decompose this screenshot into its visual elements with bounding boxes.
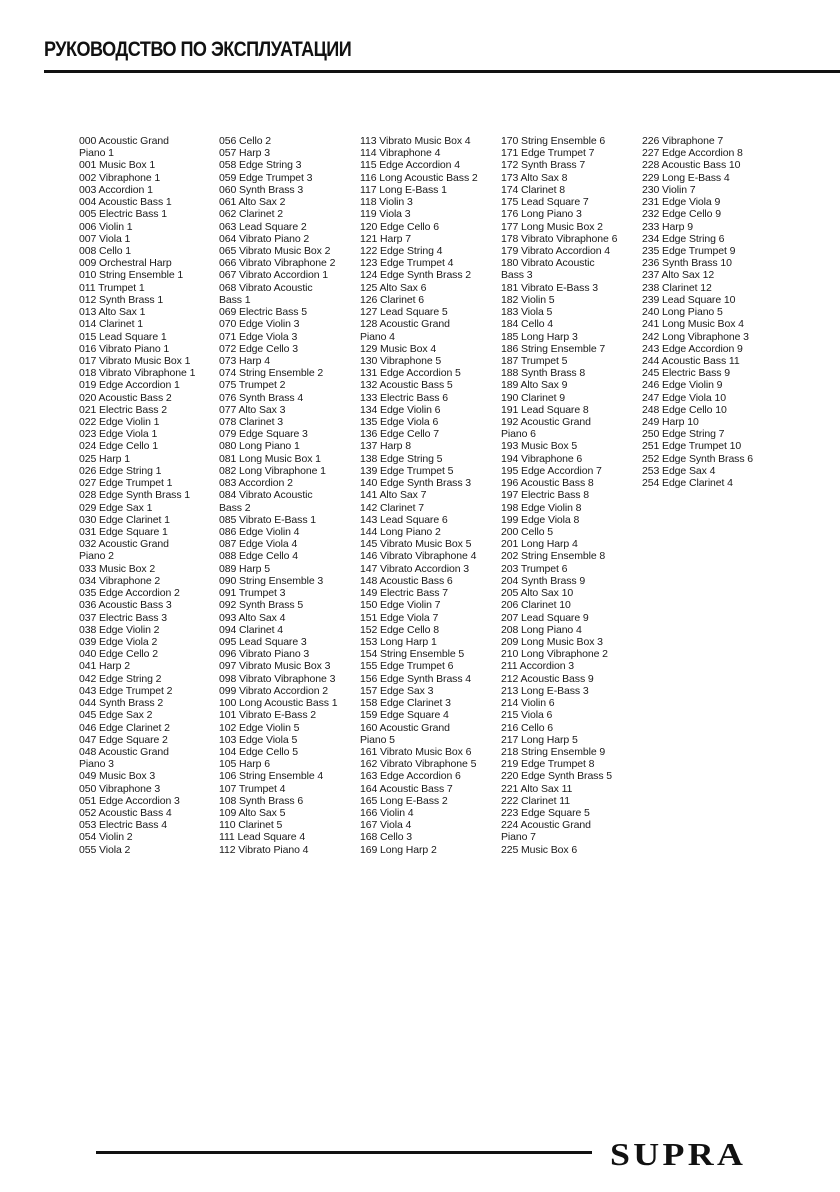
- voice-list-item: 248 Edge Cello 10: [642, 403, 727, 416]
- voice-list-item: 193 Music Box 5: [501, 440, 578, 453]
- voice-list-item: 054 Violin 2: [79, 831, 133, 844]
- voice-list-item: 103 Edge Viola 5: [219, 733, 298, 746]
- voice-list-item: 061 Alto Sax 2: [219, 196, 286, 209]
- voice-list-item: Piano 6: [501, 428, 536, 441]
- voice-list-item: 164 Acoustic Bass 7: [360, 782, 453, 795]
- voice-list-item: 211 Accordion 3: [501, 660, 575, 673]
- voice-list-item: 017 Vibrato Music Box 1: [79, 354, 191, 367]
- voice-list-item: 232 Edge Cello 9: [642, 208, 721, 221]
- voice-list-item: 100 Long Acoustic Bass 1: [219, 697, 338, 710]
- voice-list-item: 134 Edge Violin 6: [360, 403, 441, 416]
- voice-list-item: 226 Vibraphone 7: [642, 135, 724, 147]
- voice-list-item: 159 Edge Square 4: [360, 709, 449, 722]
- voice-list-item: 022 Edge Violin 1: [79, 416, 160, 429]
- voice-list-item: 251 Edge Trumpet 10: [642, 440, 742, 453]
- voice-list-item: Bass 1: [219, 293, 251, 306]
- voice-list-item: 218 String Ensemble 9: [501, 745, 606, 758]
- voice-list-item: 059 Edge Trumpet 3: [219, 171, 313, 184]
- voice-list-item: 019 Edge Accordion 1: [79, 379, 180, 392]
- voice-list-item: 116 Long Acoustic Bass 2: [360, 171, 478, 184]
- voice-column-1: [79, 135, 195, 856]
- voice-list-item: 080 Long Piano 1: [219, 440, 300, 453]
- voice-list-item: 023 Edge Viola 1: [79, 428, 158, 441]
- voice-list: [0, 135, 840, 865]
- voice-list-item: 140 Edge Synth Brass 3: [360, 477, 472, 490]
- voice-list-item: 190 Clarinet 9: [501, 391, 565, 404]
- voice-list-item: 142 Clarinet 7: [360, 501, 424, 514]
- voice-list-item: 120 Edge Cello 6: [360, 220, 439, 233]
- voice-list-item: 114 Vibraphone 4: [360, 147, 441, 160]
- voice-column-5: [642, 135, 753, 489]
- voice-list-item: 229 Long E-Bass 4: [642, 171, 730, 184]
- voice-list-item: 084 Vibrato Acoustic: [219, 489, 313, 502]
- voice-list-item: 180 Vibrato Acoustic: [501, 257, 595, 270]
- voice-list-item: 207 Lead Square 9: [501, 611, 589, 624]
- voice-list-item: 011 Trumpet 1: [79, 281, 145, 294]
- voice-list-item: 221 Alto Sax 11: [501, 782, 573, 795]
- voice-list-item: 009 Orchestral Harp: [79, 257, 172, 270]
- voice-list-item: 018 Vibrato Vibraphone 1: [79, 367, 196, 380]
- voice-list-item: 200 Cello 5: [501, 526, 554, 538]
- voice-list-item: 087 Edge Viola 4: [219, 538, 298, 551]
- voice-list-item: 205 Alto Sax 10: [501, 587, 574, 600]
- voice-list-item: 143 Lead Square 6: [360, 513, 448, 526]
- voice-list-item: 203 Trumpet 6: [501, 562, 568, 575]
- voice-list-item: 033 Music Box 2: [79, 562, 156, 575]
- voice-list-item: 085 Vibrato E-Bass 1: [219, 513, 317, 526]
- voice-list-item: 228 Acoustic Bass 10: [642, 159, 741, 172]
- voice-list-item: 035 Edge Accordion 2: [79, 587, 180, 600]
- voice-list-item: 182 Violin 5: [501, 293, 555, 306]
- voice-list-item: 129 Music Box 4: [360, 342, 437, 355]
- voice-list-item: 041 Harp 2: [79, 660, 130, 673]
- voice-list-item: 093 Alto Sax 4: [219, 611, 286, 624]
- voice-list-item: 020 Acoustic Bass 2: [79, 391, 172, 404]
- voice-list-item: Bass 3: [501, 269, 533, 282]
- voice-list-item: 241 Long Music Box 4: [642, 318, 744, 331]
- voice-list-item: 125 Alto Sax 6: [360, 281, 427, 294]
- voice-list-item: 047 Edge Square 2: [79, 733, 168, 746]
- voice-list-item: 058 Edge String 3: [219, 159, 302, 172]
- voice-list-item: 057 Harp 3: [219, 147, 270, 160]
- voice-list-item: 007 Viola 1: [79, 232, 131, 245]
- voice-list-item: 234 Edge String 6: [642, 232, 725, 245]
- voice-list-item: 253 Edge Sax 4: [642, 464, 716, 477]
- voice-list-item: Piano 1: [79, 147, 114, 160]
- voice-list-item: 223 Edge Square 5: [501, 807, 590, 820]
- voice-list-item: 192 Acoustic Grand: [501, 416, 591, 429]
- voice-list-item: 001 Music Box 1: [79, 159, 156, 172]
- voice-list-item: 169 Long Harp 2: [360, 843, 437, 856]
- voice-list-item: 069 Electric Bass 5: [219, 306, 307, 319]
- voice-list-item: 048 Acoustic Grand: [79, 745, 169, 758]
- voice-list-item: 029 Edge Sax 1: [79, 501, 153, 514]
- voice-list-item: 148 Acoustic Bass 6: [360, 574, 453, 587]
- voice-list-item: 210 Long Vibraphone 2: [501, 648, 608, 661]
- footer-divider: [96, 1151, 592, 1154]
- voice-list-item: 175 Lead Square 7: [501, 196, 589, 209]
- voice-list-item: 155 Edge Trumpet 6: [360, 660, 454, 673]
- voice-list-item: 144 Long Piano 2: [360, 526, 441, 538]
- voice-list-item: 239 Lead Square 10: [642, 293, 736, 306]
- voice-list-item: 161 Vibrato Music Box 6: [360, 745, 472, 758]
- voice-list-item: 179 Vibrato Accordion 4: [501, 244, 611, 257]
- voice-list-item: 073 Harp 4: [219, 354, 270, 367]
- voice-list-item: 150 Edge Violin 7: [360, 599, 441, 612]
- voice-list-item: 216 Cello 6: [501, 721, 554, 734]
- voice-list-item: 044 Synth Brass 2: [79, 697, 164, 710]
- voice-list-item: 083 Accordion 2: [219, 477, 293, 490]
- voice-list-item: 076 Synth Brass 4: [219, 391, 304, 404]
- voice-list-item: 051 Edge Accordion 3: [79, 794, 180, 807]
- voice-list-item: 138 Edge String 5: [360, 452, 443, 465]
- voice-list-item: 027 Edge Trumpet 1: [79, 477, 173, 490]
- voice-list-item: 222 Clarinet 11: [501, 794, 570, 807]
- voice-list-item: 231 Edge Viola 9: [642, 196, 721, 209]
- voice-list-item: 004 Acoustic Bass 1: [79, 196, 172, 209]
- voice-list-item: 154 String Ensemble 5: [360, 648, 465, 661]
- voice-list-item: 250 Edge String 7: [642, 428, 725, 441]
- voice-list-item: 013 Alto Sax 1: [79, 306, 146, 319]
- voice-list-item: 209 Long Music Box 3: [501, 635, 603, 648]
- voice-list-item: 171 Edge Trumpet 7: [501, 147, 595, 160]
- voice-list-item: 188 Synth Brass 8: [501, 367, 586, 380]
- voice-list-item: 115 Edge Accordion 4: [360, 159, 460, 172]
- voice-list-item: 130 Vibraphone 5: [360, 354, 442, 367]
- voice-list-item: 245 Electric Bass 9: [642, 367, 730, 380]
- voice-list-item: 246 Edge Violin 9: [642, 379, 723, 392]
- voice-list-item: 006 Violin 1: [79, 220, 133, 233]
- voice-list-item: 025 Harp 1: [79, 452, 130, 465]
- voice-list-item: Piano 3: [79, 758, 114, 771]
- voice-list-item: 238 Clarinet 12: [642, 281, 712, 294]
- voice-list-item: 040 Edge Cello 2: [79, 648, 158, 661]
- voice-list-item: 113 Vibrato Music Box 4: [360, 135, 471, 147]
- voice-list-item: 070 Edge Violin 3: [219, 318, 300, 331]
- voice-list-item: 128 Acoustic Grand: [360, 318, 450, 331]
- voice-list-item: 067 Vibrato Accordion 1: [219, 269, 329, 282]
- voice-list-item: 082 Long Vibraphone 1: [219, 464, 326, 477]
- voice-column-2: [219, 135, 337, 856]
- voice-list-item: 235 Edge Trumpet 9: [642, 244, 736, 257]
- voice-list-item: 000 Acoustic Grand: [79, 135, 169, 147]
- voice-list-item: 081 Long Music Box 1: [219, 452, 321, 465]
- voice-list-item: 162 Vibrato Vibraphone 5: [360, 758, 477, 771]
- voice-list-item: 172 Synth Brass 7: [501, 159, 586, 172]
- voice-list-item: 146 Vibrato Vibraphone 4: [360, 550, 477, 563]
- voice-list-item: 247 Edge Viola 10: [642, 391, 726, 404]
- voice-list-item: 063 Lead Square 2: [219, 220, 307, 233]
- voice-list-item: 122 Edge String 4: [360, 244, 443, 257]
- voice-list-item: 224 Acoustic Grand: [501, 819, 591, 832]
- voice-list-item: 068 Vibrato Acoustic: [219, 281, 313, 294]
- voice-list-item: 132 Acoustic Bass 5: [360, 379, 453, 392]
- voice-list-item: 104 Edge Cello 5: [219, 745, 298, 758]
- voice-list-item: 145 Vibrato Music Box 5: [360, 538, 472, 551]
- voice-list-item: 230 Violin 7: [642, 183, 696, 196]
- voice-list-item: 219 Edge Trumpet 8: [501, 758, 595, 771]
- voice-list-item: 039 Edge Viola 2: [79, 635, 158, 648]
- voice-list-item: 189 Alto Sax 9: [501, 379, 568, 392]
- voice-list-item: 030 Edge Clarinet 1: [79, 513, 170, 526]
- voice-list-item: 194 Vibraphone 6: [501, 452, 583, 465]
- voice-list-item: 032 Acoustic Grand: [79, 538, 169, 551]
- voice-list-item: 213 Long E-Bass 3: [501, 684, 589, 697]
- voice-list-item: 131 Edge Accordion 5: [360, 367, 461, 380]
- voice-list-item: 071 Edge Viola 3: [219, 330, 298, 343]
- voice-list-item: 236 Synth Brass 10: [642, 257, 732, 270]
- voice-list-item: 072 Edge Cello 3: [219, 342, 298, 355]
- voice-list-item: 152 Edge Cello 8: [360, 623, 439, 636]
- voice-list-item: 173 Alto Sax 8: [501, 171, 568, 184]
- voice-list-item: 109 Alto Sax 5: [219, 807, 286, 820]
- voice-list-item: Piano 2: [79, 550, 114, 563]
- voice-list-item: 240 Long Piano 5: [642, 306, 723, 319]
- voice-list-item: 121 Harp 7: [360, 232, 411, 245]
- voice-list-item: 191 Lead Square 8: [501, 403, 589, 416]
- voice-list-item: 181 Vibrato E-Bass 3: [501, 281, 599, 294]
- voice-list-item: 046 Edge Clarinet 2: [79, 721, 170, 734]
- voice-list-item: 053 Electric Bass 4: [79, 819, 167, 832]
- voice-list-item: 105 Harp 6: [219, 758, 270, 771]
- voice-list-item: 227 Edge Accordion 8: [642, 147, 743, 160]
- voice-list-item: 111 Lead Square 4: [219, 831, 306, 844]
- voice-list-item: 243 Edge Accordion 9: [642, 342, 743, 355]
- voice-list-item: 034 Vibraphone 2: [79, 574, 161, 587]
- voice-list-item: 052 Acoustic Bass 4: [79, 807, 172, 820]
- voice-column-4: [501, 135, 617, 856]
- voice-list-item: 099 Vibrato Accordion 2: [219, 684, 329, 697]
- voice-list-item: 214 Violin 6: [501, 697, 555, 710]
- voice-list-item: 178 Vibrato Vibraphone 6: [501, 232, 618, 245]
- voice-list-item: 092 Synth Brass 5: [219, 599, 304, 612]
- voice-list-item: 225 Music Box 6: [501, 843, 578, 856]
- voice-list-item: 195 Edge Accordion 7: [501, 464, 602, 477]
- voice-list-item: 002 Vibraphone 1: [79, 171, 161, 184]
- voice-list-item: 199 Edge Viola 8: [501, 513, 580, 526]
- voice-list-item: 094 Clarinet 4: [219, 623, 283, 636]
- voice-list-item: 026 Edge String 1: [79, 464, 162, 477]
- voice-list-item: 037 Electric Bass 3: [79, 611, 167, 624]
- voice-list-item: 101 Vibrato E-Bass 2: [219, 709, 317, 722]
- voice-list-item: 079 Edge Square 3: [219, 428, 308, 441]
- voice-list-item: 220 Edge Synth Brass 5: [501, 770, 613, 783]
- voice-list-item: 021 Electric Bass 2: [79, 403, 167, 416]
- voice-list-item: 078 Clarinet 3: [219, 416, 283, 429]
- voice-list-item: 088 Edge Cello 4: [219, 550, 298, 563]
- voice-list-item: 089 Harp 5: [219, 562, 270, 575]
- voice-list-item: 202 String Ensemble 8: [501, 550, 606, 563]
- voice-list-item: 126 Clarinet 6: [360, 293, 424, 306]
- voice-list-item: 056 Cello 2: [219, 135, 272, 147]
- voice-list-item: 014 Clarinet 1: [79, 318, 143, 331]
- voice-list-item: 036 Acoustic Bass 3: [79, 599, 172, 612]
- header-divider: [44, 70, 840, 73]
- voice-list-item: 215 Viola 6: [501, 709, 553, 722]
- voice-list-item: Piano 5: [360, 733, 395, 746]
- voice-list-item: 008 Cello 1: [79, 244, 132, 257]
- voice-list-item: 107 Trumpet 4: [219, 782, 286, 795]
- voice-list-item: 177 Long Music Box 2: [501, 220, 603, 233]
- voice-list-item: 206 Clarinet 10: [501, 599, 571, 612]
- voice-list-item: 074 String Ensemble 2: [219, 367, 324, 380]
- brand-logo: SUPRA: [610, 1136, 747, 1172]
- voice-list-item: 163 Edge Accordion 6: [360, 770, 461, 783]
- voice-list-item: 135 Edge Viola 6: [360, 416, 439, 429]
- voice-list-item: 167 Viola 4: [360, 819, 412, 832]
- voice-list-item: 038 Edge Violin 2: [79, 623, 160, 636]
- voice-list-item: 055 Viola 2: [79, 843, 131, 856]
- voice-list-item: 005 Electric Bass 1: [79, 208, 167, 221]
- voice-list-item: 183 Viola 5: [501, 306, 553, 319]
- voice-list-item: 028 Edge Synth Brass 1: [79, 489, 191, 502]
- voice-list-item: 184 Cello 4: [501, 318, 554, 331]
- voice-list-item: 015 Lead Square 1: [79, 330, 167, 343]
- voice-list-item: 077 Alto Sax 3: [219, 403, 286, 416]
- voice-list-item: 066 Vibrato Vibraphone 2: [219, 257, 336, 270]
- voice-list-item: 165 Long E-Bass 2: [360, 794, 448, 807]
- voice-list-item: 106 String Ensemble 4: [219, 770, 324, 783]
- voice-list-item: 136 Edge Cello 7: [360, 428, 439, 441]
- voice-list-item: 060 Synth Brass 3: [219, 183, 304, 196]
- voice-list-item: 186 String Ensemble 7: [501, 342, 606, 355]
- voice-list-item: 098 Vibrato Vibraphone 3: [219, 672, 336, 685]
- voice-list-item: 168 Cello 3: [360, 831, 413, 844]
- voice-list-item: 117 Long E-Bass 1: [360, 183, 447, 196]
- voice-list-item: 095 Lead Square 3: [219, 635, 307, 648]
- voice-list-item: 233 Harp 9: [642, 220, 693, 233]
- voice-list-item: 062 Clarinet 2: [219, 208, 283, 221]
- voice-list-item: 050 Vibraphone 3: [79, 782, 161, 795]
- voice-column-3: [360, 135, 478, 856]
- voice-list-item: 212 Acoustic Bass 9: [501, 672, 594, 685]
- voice-list-item: 102 Edge Violin 5: [219, 721, 300, 734]
- voice-list-item: 003 Accordion 1: [79, 183, 153, 196]
- voice-list-item: 170 String Ensemble 6: [501, 135, 606, 147]
- voice-list-item: 124 Edge Synth Brass 2: [360, 269, 472, 282]
- voice-list-item: 024 Edge Cello 1: [79, 440, 158, 453]
- voice-list-item: 031 Edge Square 1: [79, 526, 168, 538]
- voice-list-item: 139 Edge Trumpet 5: [360, 464, 454, 477]
- voice-list-item: 201 Long Harp 4: [501, 538, 578, 551]
- voice-list-item: 157 Edge Sax 3: [360, 684, 434, 697]
- voice-list-item: 187 Trumpet 5: [501, 354, 568, 367]
- voice-list-item: 198 Edge Violin 8: [501, 501, 582, 514]
- voice-list-item: 108 Synth Brass 6: [219, 794, 304, 807]
- voice-list-item: 049 Music Box 3: [79, 770, 156, 783]
- voice-list-item: 065 Vibrato Music Box 2: [219, 244, 331, 257]
- voice-list-item: Bass 2: [219, 501, 251, 514]
- voice-list-item: 012 Synth Brass 1: [79, 293, 164, 306]
- voice-list-item: 141 Alto Sax 7: [360, 489, 427, 502]
- voice-list-item: 133 Electric Bass 6: [360, 391, 448, 404]
- voice-list-item: 010 String Ensemble 1: [79, 269, 184, 282]
- voice-list-item: Piano 7: [501, 831, 536, 844]
- voice-list-item: 097 Vibrato Music Box 3: [219, 660, 331, 673]
- voice-list-item: 217 Long Harp 5: [501, 733, 578, 746]
- voice-list-item: 185 Long Harp 3: [501, 330, 578, 343]
- voice-list-item: 242 Long Vibraphone 3: [642, 330, 749, 343]
- voice-list-item: 110 Clarinet 5: [219, 819, 283, 832]
- voice-list-item: 176 Long Piano 3: [501, 208, 582, 221]
- voice-list-item: 016 Vibrato Piano 1: [79, 342, 170, 355]
- voice-list-item: 153 Long Harp 1: [360, 635, 437, 648]
- voice-list-item: 090 String Ensemble 3: [219, 574, 324, 587]
- voice-list-item: 127 Lead Square 5: [360, 306, 448, 319]
- voice-list-item: 147 Vibrato Accordion 3: [360, 562, 470, 575]
- page-title: РУКОВОДСТВО ПО ЭКСПЛУАТАЦИИ: [44, 38, 352, 61]
- voice-list-item: 249 Harp 10: [642, 416, 699, 429]
- voice-list-item: Piano 4: [360, 330, 395, 343]
- voice-list-item: 174 Clarinet 8: [501, 183, 565, 196]
- voice-list-item: 197 Electric Bass 8: [501, 489, 589, 502]
- voice-list-item: 160 Acoustic Grand: [360, 721, 450, 734]
- voice-list-item: 244 Acoustic Bass 11: [642, 354, 740, 367]
- voice-list-item: 166 Violin 4: [360, 807, 414, 820]
- voice-list-item: 096 Vibrato Piano 3: [219, 648, 310, 661]
- voice-list-item: 112 Vibrato Piano 4: [219, 843, 309, 856]
- voice-list-item: 204 Synth Brass 9: [501, 574, 586, 587]
- voice-list-item: 151 Edge Viola 7: [360, 611, 439, 624]
- voice-list-item: 118 Violin 3: [360, 196, 413, 209]
- voice-list-item: 091 Trumpet 3: [219, 587, 286, 600]
- voice-list-item: 156 Edge Synth Brass 4: [360, 672, 472, 685]
- voice-list-item: 064 Vibrato Piano 2: [219, 232, 310, 245]
- voice-list-item: 123 Edge Trumpet 4: [360, 257, 454, 270]
- voice-list-item: 075 Trumpet 2: [219, 379, 286, 392]
- voice-list-item: 208 Long Piano 4: [501, 623, 582, 636]
- voice-list-item: 045 Edge Sax 2: [79, 709, 153, 722]
- voice-list-item: 042 Edge String 2: [79, 672, 162, 685]
- voice-list-item: 086 Edge Violin 4: [219, 526, 300, 538]
- voice-list-item: 149 Electric Bass 7: [360, 587, 448, 600]
- voice-list-item: 254 Edge Clarinet 4: [642, 477, 733, 490]
- voice-list-item: 137 Harp 8: [360, 440, 411, 453]
- voice-list-item: 237 Alto Sax 12: [642, 269, 715, 282]
- voice-list-item: 252 Edge Synth Brass 6: [642, 452, 754, 465]
- voice-list-item: 158 Edge Clarinet 3: [360, 697, 451, 710]
- voice-list-item: 043 Edge Trumpet 2: [79, 684, 173, 697]
- voice-list-item: 119 Viola 3: [360, 208, 411, 221]
- voice-list-item: 196 Acoustic Bass 8: [501, 477, 594, 490]
